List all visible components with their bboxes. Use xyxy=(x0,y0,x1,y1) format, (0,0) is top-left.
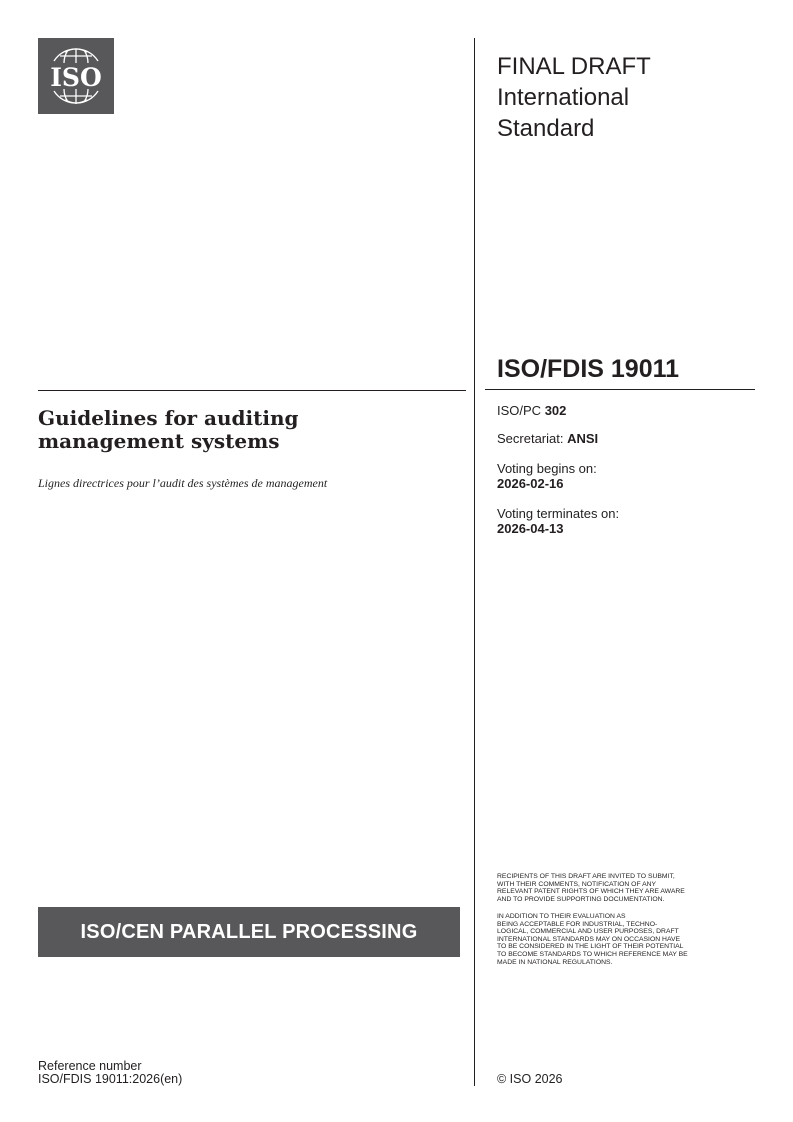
title-rule xyxy=(38,390,466,391)
voting-begins-date: 2026-02-16 xyxy=(497,476,564,491)
document-type-line: Standard xyxy=(497,115,595,142)
notice-line: MADE IN NATIONAL REGULATIONS. xyxy=(497,958,613,966)
recipients-notice xyxy=(497,873,755,903)
voting-begins xyxy=(497,461,597,491)
committee-label: ISO/PC xyxy=(497,403,545,418)
document-number: ISO/FDIS 19011 xyxy=(497,355,680,383)
committee xyxy=(497,403,566,418)
voting-begins-label: Voting begins on: xyxy=(497,461,597,476)
reference-number xyxy=(38,1060,182,1086)
document-title xyxy=(38,407,458,453)
french-title: Lignes directrices pour l’audit des systèmes de management xyxy=(38,476,328,490)
column-divider xyxy=(474,38,475,1086)
number-rule xyxy=(485,389,755,390)
notice-line: TO BECOME STANDARDS TO WHICH REFERENCE MAY BE xyxy=(497,950,688,958)
voting-terminates-date: 2026-04-13 xyxy=(497,521,564,536)
parallel-processing-banner: ISO/CEN PARALLEL PROCESSING xyxy=(38,907,460,957)
notice-line: WITH THEIR COMMENTS, NOTIFICATION OF ANY xyxy=(497,880,657,888)
iso-logo xyxy=(38,38,114,114)
notice-line: LOGICAL, COMMERCIAL AND USER PURPOSES, DRAFT xyxy=(497,928,679,936)
copyright: © ISO 2026 xyxy=(497,1072,563,1086)
voting-terminates xyxy=(497,506,619,536)
notice-line: RECIPIENTS OF THIS DRAFT ARE INVITED TO SUBMIT, xyxy=(497,873,675,880)
title-line: management systems xyxy=(38,429,280,453)
notice-line: TO BE CONSIDERED IN THE LIGHT OF THEIR POTENTIAL xyxy=(497,943,684,951)
reference-label: Reference number xyxy=(38,1059,142,1073)
logo-text: ISO xyxy=(50,63,102,92)
secretariat-label: Secretariat: xyxy=(497,431,568,446)
notice-line: RELEVANT PATENT RIGHTS OF WHICH THEY ARE AWARE xyxy=(497,888,685,896)
document-type-line: International xyxy=(497,84,630,111)
globe-icon xyxy=(38,38,114,114)
notice-line: INTERNATIONAL STANDARDS MAY ON OCCASION HAVE xyxy=(497,935,681,943)
secretariat xyxy=(497,431,598,446)
reference-value: ISO/FDIS 19011:2026(en) xyxy=(38,1072,183,1086)
evaluation-notice xyxy=(497,913,755,966)
voting-terminates-label: Voting terminates on: xyxy=(497,506,620,521)
notice-line: AND TO PROVIDE SUPPORTING DOCUMENTATION. xyxy=(497,895,665,903)
title-line: Guidelines for auditing xyxy=(38,406,299,430)
document-type-line: FINAL DRAFT xyxy=(497,53,651,80)
document-type xyxy=(497,51,651,144)
notice-line: BEING ACCEPTABLE FOR INDUSTRIAL, TECHNO- xyxy=(497,920,658,928)
notice-line: IN ADDITION TO THEIR EVALUATION AS xyxy=(497,913,626,920)
secretariat-value: ANSI xyxy=(567,431,599,446)
committee-value: 302 xyxy=(544,403,567,418)
